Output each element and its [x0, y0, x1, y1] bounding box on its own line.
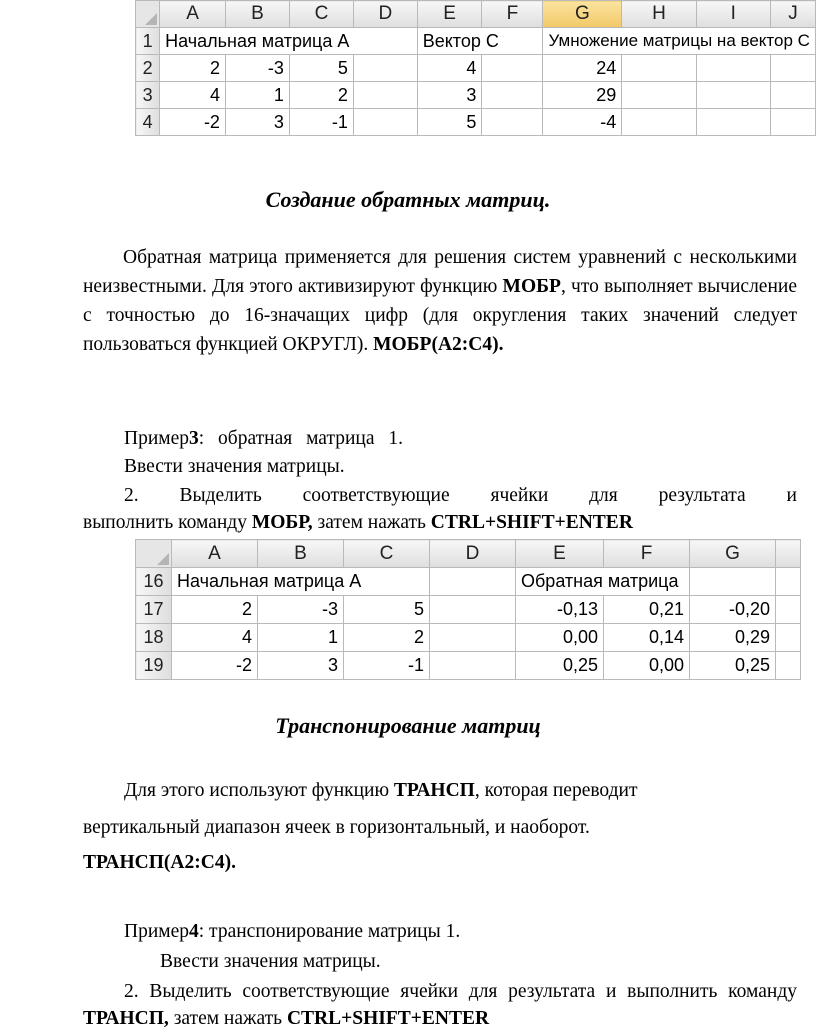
example-prefix: Пример: [124, 428, 190, 449]
cell[interactable]: -1: [289, 109, 353, 136]
cell[interactable]: Обратная матрица: [516, 568, 690, 596]
cell[interactable]: -0,13: [516, 596, 604, 624]
cell[interactable]: [353, 55, 417, 82]
cell[interactable]: [622, 82, 696, 109]
cell[interactable]: Вектор C: [417, 28, 543, 55]
cell[interactable]: [482, 55, 543, 82]
cell[interactable]: [776, 596, 801, 624]
column-header[interactable]: A: [172, 540, 258, 568]
cell[interactable]: [353, 82, 417, 109]
cell[interactable]: 1: [258, 624, 344, 652]
formula: МОБР(A2:C4).: [373, 334, 504, 355]
column-header[interactable]: D: [430, 540, 516, 568]
word: ячейки: [490, 485, 549, 506]
column-header[interactable]: I: [696, 1, 770, 28]
column-header[interactable]: H: [622, 1, 696, 28]
cell[interactable]: Начальная матрица A: [172, 568, 430, 596]
cell[interactable]: 0,00: [604, 652, 690, 680]
row-header[interactable]: 1: [136, 28, 160, 55]
spreadsheet-multiplication: [135, 0, 816, 136]
cell[interactable]: [430, 652, 516, 680]
word: и: [786, 485, 797, 506]
row-header[interactable]: 17: [136, 596, 172, 624]
row-header[interactable]: 2: [136, 55, 160, 82]
cell[interactable]: -1: [344, 652, 430, 680]
cell[interactable]: 0,29: [690, 624, 776, 652]
column-header[interactable]: B: [225, 1, 289, 28]
cell[interactable]: [622, 109, 696, 136]
cell[interactable]: 4: [160, 82, 226, 109]
select-all-corner[interactable]: [136, 540, 172, 568]
cell[interactable]: Начальная матрица A: [160, 28, 418, 55]
formula: [83, 850, 236, 875]
row-header[interactable]: 3: [136, 82, 160, 109]
table-row: [136, 596, 801, 624]
cell[interactable]: 2: [344, 624, 430, 652]
example-prefix: Пример: [124, 921, 190, 942]
cell[interactable]: 5: [289, 55, 353, 82]
cell[interactable]: [696, 55, 770, 82]
cell[interactable]: 29: [543, 82, 622, 109]
step-2: [83, 978, 797, 1032]
step-text: 2. Выделить соответствующие ячейки для результата и выполнить: [124, 981, 718, 1002]
column-header[interactable]: G: [690, 540, 776, 568]
cell[interactable]: 2: [160, 55, 226, 82]
shortcut: CTRL+SHIFT+ENTER: [430, 512, 633, 533]
step-2-line-2: [83, 510, 633, 535]
cell[interactable]: [770, 109, 815, 136]
cell[interactable]: [622, 55, 696, 82]
cell[interactable]: [482, 82, 543, 109]
step-1: Ввести значения матрицы.: [160, 951, 381, 972]
table-row: [136, 652, 801, 680]
paragraph-text: , что выполняет вычисление с точностью до 16-значащих цифр (для округления таких значений следует пользоваться функцией ОКРУГЛ).: [83, 276, 797, 355]
cell[interactable]: 3: [258, 652, 344, 680]
paragraph-transpose-line-2: вертикальный диапазон ячеек в горизонтальный, и наоборот.: [83, 817, 590, 838]
column-header-row: [136, 540, 801, 568]
column-header[interactable]: A: [160, 1, 226, 28]
cell[interactable]: [770, 55, 815, 82]
cell[interactable]: [430, 568, 516, 596]
column-header[interactable]: E: [516, 540, 604, 568]
function-name: МОБР: [502, 276, 561, 297]
word: 2.: [124, 485, 139, 506]
example-text: : транспонирование матрицы 1.: [198, 921, 461, 942]
function-name: ТРАНСП,: [83, 1008, 169, 1029]
step-1: Ввести значения матрицы.: [124, 456, 345, 477]
column-header[interactable]: J: [770, 1, 815, 28]
cell[interactable]: [690, 568, 776, 596]
table-row: [136, 109, 816, 136]
cell[interactable]: 3: [417, 82, 482, 109]
cell[interactable]: 0,25: [516, 652, 604, 680]
cell[interactable]: 3: [225, 109, 289, 136]
cell[interactable]: [776, 568, 801, 596]
step-2-line-1: [124, 483, 797, 508]
section-heading-transpose: Транспонирование матриц: [275, 713, 541, 738]
cell[interactable]: [430, 596, 516, 624]
step-text: затем нажать: [312, 512, 431, 533]
paragraph-transpose-line-1: [124, 778, 638, 803]
function-name: МОБР,: [251, 512, 313, 533]
cell[interactable]: [482, 109, 543, 136]
cell[interactable]: [776, 652, 801, 680]
word: соответствующие: [302, 485, 450, 506]
example-line: [124, 426, 403, 451]
cell[interactable]: 0,14: [604, 624, 690, 652]
cell[interactable]: -3: [225, 55, 289, 82]
cell[interactable]: [770, 82, 815, 109]
table-row: [136, 55, 816, 82]
shortcut: CTRL+SHIFT+ENTER: [286, 1008, 490, 1029]
formula-text: ТРАНСП(A2:C4).: [83, 852, 236, 873]
column-header[interactable]: E: [417, 1, 482, 28]
cell[interactable]: 5: [344, 596, 430, 624]
cell[interactable]: Умножение матрицы на вектор C: [543, 28, 816, 55]
cell[interactable]: 24: [543, 55, 622, 82]
cell[interactable]: 0,00: [516, 624, 604, 652]
cell[interactable]: 5: [417, 109, 482, 136]
cell[interactable]: -3: [258, 596, 344, 624]
column-header-blank[interactable]: [776, 540, 801, 568]
column-header-row: [136, 1, 816, 28]
cell[interactable]: 1: [225, 82, 289, 109]
table-row: [136, 82, 816, 109]
paragraph-text: Для этого используют функцию: [124, 780, 394, 801]
word: результата: [658, 485, 746, 506]
select-all-corner[interactable]: [136, 1, 160, 28]
spreadsheet-inverse: [135, 539, 801, 680]
function-name: ТРАНСП: [393, 780, 475, 801]
column-header[interactable]: B: [258, 540, 344, 568]
row-header[interactable]: 19: [136, 652, 172, 680]
example-text: : обратная матрица 1.: [198, 428, 403, 449]
table-row: [136, 568, 801, 596]
column-header[interactable]: D: [353, 1, 417, 28]
cell[interactable]: -2: [160, 109, 226, 136]
step-text: команду: [728, 981, 797, 1002]
cell[interactable]: [353, 109, 417, 136]
cell[interactable]: -2: [172, 652, 258, 680]
column-header-selected[interactable]: G: [543, 1, 622, 28]
cell[interactable]: 0,25: [690, 652, 776, 680]
cell[interactable]: 4: [417, 55, 482, 82]
column-header[interactable]: F: [482, 1, 543, 28]
cell[interactable]: 2: [172, 596, 258, 624]
paragraph-text: Обратная матрица применяется для решения систем уравнений с несколькими неизвестными. Для этого активизируют функцию: [83, 247, 797, 297]
row-header[interactable]: 16: [136, 568, 172, 596]
cell[interactable]: -0,20: [690, 596, 776, 624]
step-text: затем нажать: [168, 1008, 287, 1029]
cell[interactable]: 0,21: [604, 596, 690, 624]
cell[interactable]: 2: [289, 82, 353, 109]
paragraph-inverse: [83, 243, 797, 359]
cell[interactable]: -4: [543, 109, 622, 136]
column-header[interactable]: F: [604, 540, 690, 568]
table-row: [136, 28, 816, 55]
cell[interactable]: [430, 624, 516, 652]
word: Выделить: [179, 485, 262, 506]
column-header[interactable]: C: [289, 1, 353, 28]
cell[interactable]: [696, 109, 770, 136]
row-header[interactable]: 18: [136, 624, 172, 652]
example-number: 4: [189, 921, 199, 942]
word: для: [589, 485, 618, 506]
cell[interactable]: [696, 82, 770, 109]
table-row: [136, 624, 801, 652]
example-line: [124, 919, 460, 944]
cell[interactable]: [776, 624, 801, 652]
example-number: 3: [189, 428, 199, 449]
cell[interactable]: 4: [172, 624, 258, 652]
section-heading-inverse: Создание обратных матриц.: [265, 187, 551, 212]
row-header[interactable]: 4: [136, 109, 160, 136]
paragraph-text: , которая переводит: [474, 780, 638, 801]
column-header[interactable]: C: [344, 540, 430, 568]
step-text: выполнить команду: [83, 512, 252, 533]
